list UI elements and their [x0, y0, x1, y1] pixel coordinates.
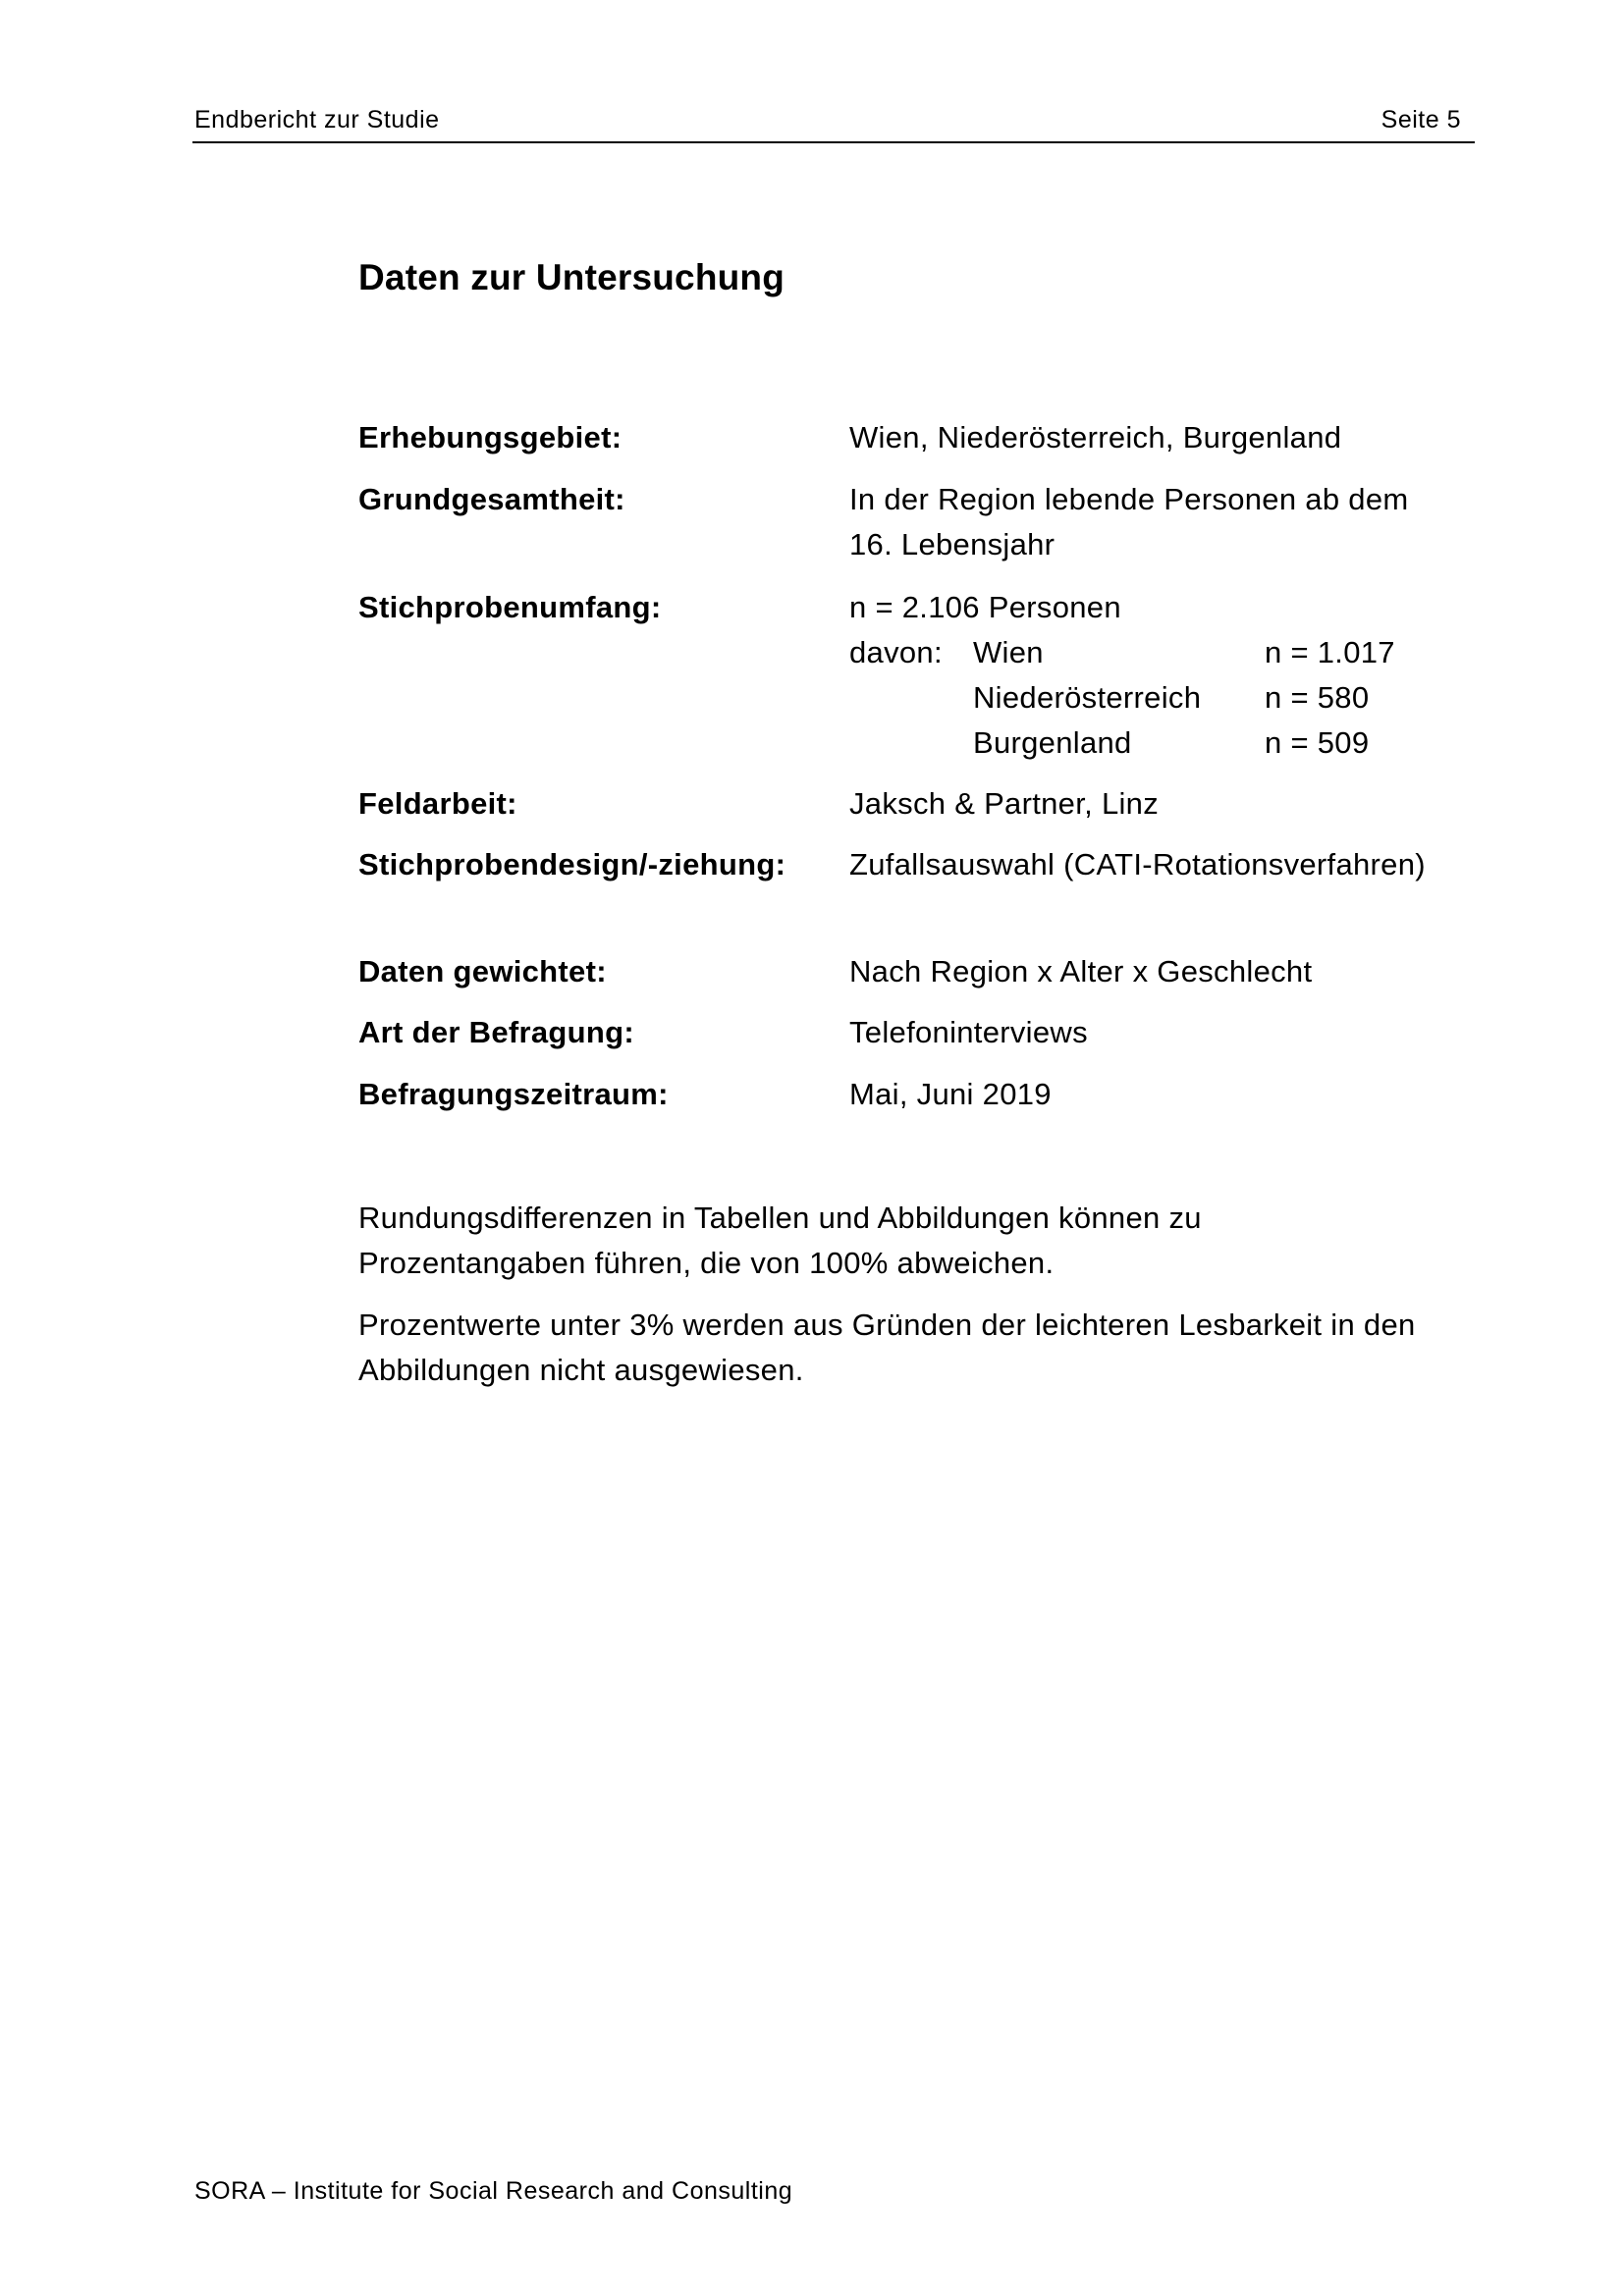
- value-stichprobendesign: Zufallsauswahl (CATI-Rotationsverfahren): [849, 847, 1426, 881]
- note1-line2: Prozentangaben führen, die von 100% abweichen.: [358, 1246, 1055, 1280]
- page-footer: SORA – Institute for Social Research and Consulting: [194, 2177, 793, 2205]
- breakdown-n-niederoesterreich: n = 580: [1265, 680, 1370, 715]
- value-feldarbeit: Jaksch & Partner, Linz: [849, 786, 1160, 821]
- value-befragungszeitraum: Mai, Juni 2019: [849, 1077, 1052, 1111]
- label-stichprobendesign: Stichprobendesign/-ziehung:: [358, 847, 786, 881]
- page-header: [192, 102, 1475, 143]
- label-grundgesamtheit: Grundgesamtheit:: [358, 482, 625, 516]
- header-page-number: Seite 5: [1380, 106, 1461, 133]
- label-feldarbeit: Feldarbeit:: [358, 786, 517, 821]
- note2-line2: Abbildungen nicht ausgewiesen.: [358, 1353, 804, 1387]
- header-report-title: Endbericht zur Studie: [194, 106, 440, 133]
- breakdown-region-niederoesterreich: Niederösterreich: [973, 680, 1202, 715]
- note1-line1: Rundungsdifferenzen in Tabellen und Abbildungen können zu: [358, 1201, 1202, 1235]
- note2-line1: Prozentwerte unter 3% werden aus Gründen der leichteren Lesbarkeit in den: [358, 1308, 1416, 1342]
- label-art-der-befragung: Art der Befragung:: [358, 1015, 634, 1049]
- label-befragungszeitraum: Befragungszeitraum:: [358, 1077, 669, 1111]
- breakdown-n-burgenland: n = 509: [1265, 725, 1370, 760]
- note-rundungsdifferenzen: [358, 1196, 1478, 1286]
- label-erhebungsgebiet: Erhebungsgebiet:: [358, 420, 623, 454]
- value-daten-gewichtet: Nach Region x Alter x Geschlecht: [849, 954, 1313, 988]
- davon-label: davon:: [849, 635, 943, 669]
- value-grundgesamtheit-line1: In der Region lebende Personen ab dem: [849, 482, 1409, 516]
- value-erhebungsgebiet: Wien, Niederösterreich, Burgenland: [849, 420, 1342, 454]
- label-daten-gewichtet: Daten gewichtet:: [358, 954, 607, 988]
- value-grundgesamtheit-line2: 16. Lebensjahr: [849, 527, 1056, 561]
- value-stichprobenumfang: n = 2.106 Personen: [849, 590, 1121, 624]
- section-title: Daten zur Untersuchung: [358, 257, 785, 297]
- breakdown-region-burgenland: Burgenland: [973, 725, 1132, 760]
- value-art-der-befragung: Telefoninterviews: [849, 1015, 1088, 1049]
- note-prozentwerte: [358, 1303, 1478, 1393]
- label-stichprobenumfang: Stichprobenumfang:: [358, 590, 662, 624]
- breakdown-region-wien: Wien: [973, 635, 1044, 669]
- breakdown-n-wien: n = 1.017: [1265, 635, 1395, 669]
